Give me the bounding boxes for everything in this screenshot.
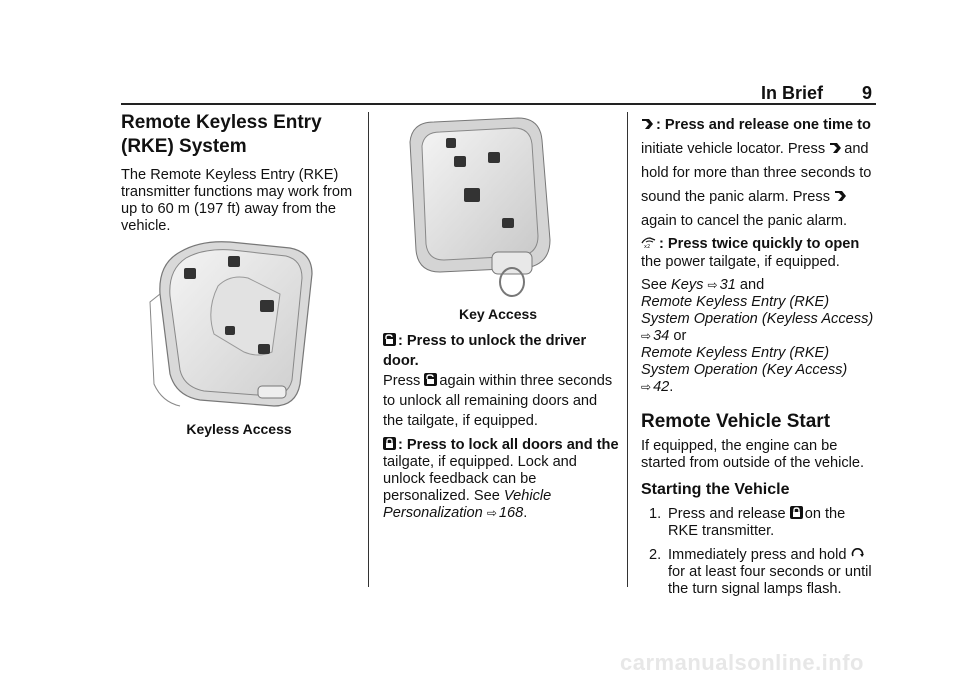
watermark: carmanualsonline.info xyxy=(620,650,864,675)
tailgate-text-1: : Press twice quickly to open xyxy=(659,236,860,252)
step-2-text-b: for at least four seconds or until the turn signal lamps flash. xyxy=(668,564,872,597)
lock-icon-inline xyxy=(790,506,803,519)
page-number: 9 xyxy=(861,83,872,103)
step-1-text-a: Press and release xyxy=(668,506,786,522)
rke-intro: The Remote Keyless Entry (RKE) transmitter functions may work from up to 60 m (197 ft) away from the vehicle. xyxy=(121,167,353,234)
vehicle-locator-icon xyxy=(641,117,654,130)
step-1 xyxy=(641,506,877,540)
vehicle-locator-paragraph xyxy=(641,113,877,233)
starting-steps xyxy=(641,506,877,598)
unlock-text-4: the tailgate, if equipped. xyxy=(383,413,538,429)
svg-text:x2: x2 xyxy=(644,244,651,249)
page-ref-arrow: ⇨ xyxy=(641,329,652,343)
column-divider-1 xyxy=(368,112,369,587)
left-column xyxy=(121,111,357,235)
page-ref-arrow: ⇨ xyxy=(707,278,718,292)
key-access-fob-illustration xyxy=(400,112,560,300)
page-ref-168[interactable]: 168 xyxy=(498,505,524,521)
page-ref-34[interactable]: 34 xyxy=(653,328,670,344)
keyless-access-caption: Keyless Access xyxy=(186,421,292,437)
lock-paragraph xyxy=(383,437,619,522)
step-2-number: 2. xyxy=(649,547,662,563)
page-ref-31[interactable]: 31 xyxy=(719,277,736,293)
tailgate-paragraph xyxy=(641,235,877,271)
right-column xyxy=(641,113,877,598)
locator-text-4: sound the panic alarm. Press xyxy=(641,189,831,205)
middle-column xyxy=(383,331,619,522)
step-2-text-a: Immediately press and hold xyxy=(668,547,847,563)
rke-title-line2: (RKE) System xyxy=(121,136,247,157)
lock-text-1: : Press to lock all doors and the xyxy=(398,437,619,453)
unlock-icon xyxy=(383,333,396,346)
locator-text-2b: and xyxy=(844,141,869,157)
tailgate-text-2: the power tailgate, if equipped. xyxy=(641,254,840,270)
tailgate-icon xyxy=(641,236,657,249)
rke-key-access-link[interactable]: Remote Keyless Entry (RKE) System Operation (Key Access) xyxy=(641,345,848,378)
page-ref-42[interactable]: 42 xyxy=(653,379,670,395)
rke-keyless-access-link[interactable]: Remote Keyless Entry (RKE) System Operation (Keyless Access) xyxy=(641,294,874,327)
lock-end: . xyxy=(523,505,528,521)
unlock-paragraph xyxy=(383,331,619,431)
lock-icon xyxy=(383,437,396,450)
page-ref-arrow: ⇨ xyxy=(641,380,652,394)
keyless-access-fob-illustration xyxy=(140,234,330,414)
or-text: or xyxy=(673,328,687,344)
step-1-number: 1. xyxy=(649,506,662,522)
locator-text-3: hold for more than three seconds to xyxy=(641,165,872,181)
unlock-text-3: to unlock all remaining doors and xyxy=(383,393,598,409)
see-text: See xyxy=(641,277,667,293)
ref-end: . xyxy=(669,379,674,395)
step-1-text-b: on the RKE transmitter. xyxy=(668,506,846,539)
keys-link[interactable]: Keys xyxy=(671,277,704,293)
vehicle-personalization-link[interactable]: Vehicle Personalization xyxy=(383,488,552,521)
page-ref-arrow: ⇨ xyxy=(486,506,497,520)
remote-start-intro: If equipped, the engine can be started from outside of the vehicle. xyxy=(641,438,865,471)
unlock-text-2a: Press xyxy=(383,373,421,389)
rke-title-line1: Remote Keyless Entry xyxy=(121,112,322,133)
key-access-caption: Key Access xyxy=(458,306,538,322)
page-header xyxy=(761,83,872,104)
step-2 xyxy=(641,547,877,598)
vehicle-locator-icon-inline xyxy=(829,141,842,154)
unlock-text-1: : Press to unlock the driver door. xyxy=(383,333,587,369)
rke-title xyxy=(121,111,357,159)
starting-vehicle-title: Starting the Vehicle xyxy=(641,481,790,498)
lock-text-2: tailgate, if equipped. Lock and unlock feedback can be personalized. See xyxy=(383,454,577,504)
locator-text-2a: initiate vehicle locator. Press xyxy=(641,141,826,157)
see-references-paragraph xyxy=(641,277,877,396)
section-title: In Brief xyxy=(760,83,823,103)
remote-start-icon xyxy=(851,547,864,560)
locator-text-5: again to cancel the panic alarm. xyxy=(641,213,848,229)
remote-vehicle-start-title: Remote Vehicle Start xyxy=(641,411,831,432)
unlock-text-2b: again within three seconds xyxy=(439,373,613,389)
unlock-icon-inline xyxy=(424,373,437,386)
locator-text-1: : Press and release one time to xyxy=(656,117,871,133)
and-text: and xyxy=(739,277,765,293)
header-rule xyxy=(121,103,876,105)
column-divider-2 xyxy=(627,112,628,587)
panic-icon-inline xyxy=(834,189,847,202)
